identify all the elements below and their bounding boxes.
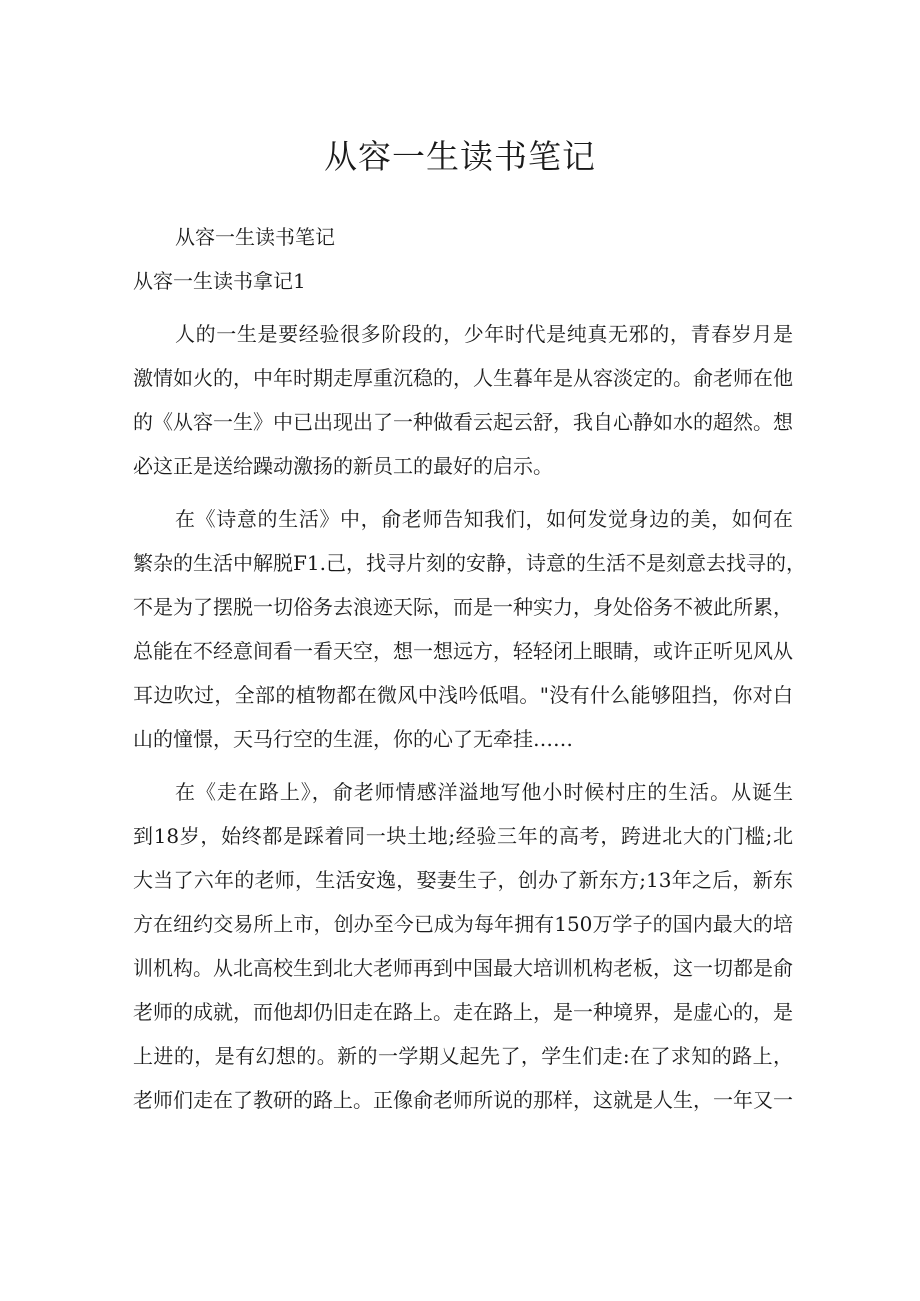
paragraph-line: 激情如火的，中年时期走厚重沉稳的，人生暮年是从容淡定的。俞老师在他 xyxy=(133,366,793,390)
paragraph-line: 到18岁，始终都是踩着同一块土地;经验三年的高考，跨进北大的门槛;北 xyxy=(133,824,793,848)
paragraph-line: 人的一生是要经验很多阶段的，少年时代是纯真无邪的，青春岁月是 xyxy=(175,322,793,346)
paragraph-line: 老师们走在了教研的路上。正像俞老师所说的那样，这就是人生，一年又一 xyxy=(133,1088,793,1112)
paragraph-line: 总能在不经意间看一看天空，想一想远方，轻轻闭上眼睛，或许正听见风从 xyxy=(133,639,793,663)
paragraph-2 xyxy=(133,497,806,761)
paragraph-1 xyxy=(133,312,793,488)
paragraph-line: 繁杂的生活中解脱F1.己，找寻片刻的安静，诗意的生活不是刻意去找寻的， xyxy=(133,551,806,575)
paragraph-line: 在《诗意的生活》中，俞老师告知我们，如何发觉身边的美，如何在 xyxy=(175,507,793,531)
paragraph-line: 训机构。从北高校生到北大老师再到中国最大培训机构老板，这一切都是俞 xyxy=(133,956,793,980)
section-heading: 从容一生读书拿记1 xyxy=(133,269,306,293)
document-body xyxy=(133,215,806,1122)
paragraph-line: 山的憧憬，天马行空的生涯，你的心了无牵挂…… xyxy=(133,727,573,751)
paragraph-3 xyxy=(133,770,793,1122)
paragraph-line: 方在纽约交易所上市，创办至今已成为每年拥有150万学子的国内最大的培 xyxy=(133,912,793,936)
document-title: 从容一生读书笔记 xyxy=(324,137,596,176)
paragraph-line: 耳边吹过，全部的植物都在微风中浅吟低唱。"没有什么能够阻挡，你对白 xyxy=(133,683,793,707)
paragraph-line: 上进的，是有幻想的。新的一学期乂起先了，学生们走:在了求知的路上， xyxy=(133,1044,793,1068)
paragraph-line: 的《从容一生》中已出现出了一种做看云起云舒，我自心静如水的超然。想 xyxy=(133,410,793,434)
paragraph-line: 大当了六年的老师，生活安逸，娶妻生子，创办了新东方;13年之后，新东 xyxy=(133,868,793,892)
paragraph-line: 老师的成就，而他却仍旧走在路上。走在路上，是一种境界，是虚心的，是 xyxy=(133,1000,793,1024)
paragraph-line: 必这正是送给躁动激扬的新员工的最好的启示。 xyxy=(133,454,553,478)
paragraph-line: 在《走在路上》，俞老师情感洋溢地写他小时候村庄的生活。从诞生 xyxy=(175,780,793,804)
paragraph-line: 不是为了摆脱一切俗务去浪迹天际，而是一种实力，身处俗务不被此所累， xyxy=(133,595,793,619)
document-subtitle: 从容一生读书笔记 xyxy=(175,225,335,249)
